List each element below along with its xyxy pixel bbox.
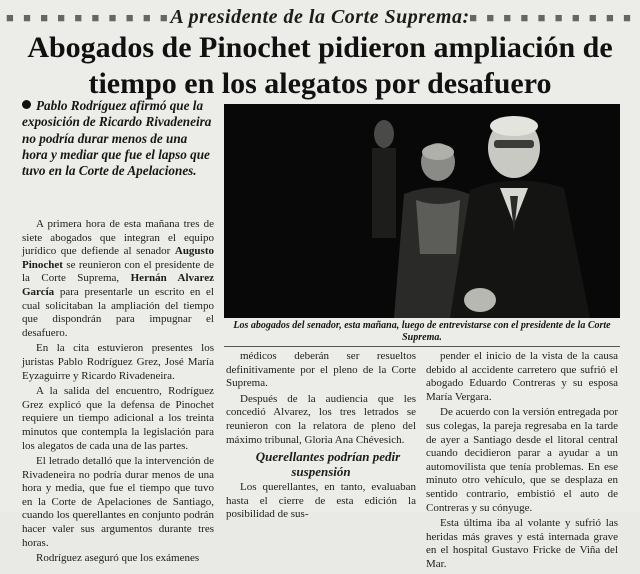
col1-paragraph-3: A la salida del encuentro, Rodríguez Grez explicó que la defensa de Pinochet requiere un tiempo adicional a los treinta minutos que contempla la legislación para los alegatos de cada una de las partes.: [22, 385, 214, 452]
col3-paragraph-1: pender el inicio de la vista de la causa debido al accidente carretero que sufrió el abogado Eduardo Contreras y su esposa María Vergara.: [426, 350, 618, 403]
photo-caption: Los abogados del senador, esta mañana, luego de entrevistarse con el presidente de la Corte Suprema.: [233, 320, 611, 343]
photo-illustration: [224, 104, 620, 318]
subheading: Querellantes podrían pedir suspensión: [255, 449, 401, 480]
col1-paragraph-1: A primera hora de esta mañana tres de siete abogados que integran el equipo jurídico que defiende al senador Augusto Pinochet se reunieron con el presidente de la Corte Suprema, Hernán Alvarez García para presentarle un escrito en el cual solicitaban la ampliación del tiempo que dispondrán para impugnar el desafuero.: [22, 218, 214, 339]
caption-divider: [224, 346, 620, 347]
bullet-icon: [22, 100, 31, 109]
article-column-3: [426, 350, 618, 574]
col2-paragraph-1: médicos deberán ser resueltos definitivamente por el pleno de la Corte Suprema.: [226, 350, 416, 390]
ornament-right: ■ ■ ■ ■ ■ ■ ■ ■ ■ ■: [469, 10, 634, 25]
article-column-2: [226, 350, 416, 524]
name-hernan-alvarez: Hernán Alvarez García: [22, 272, 214, 298]
headline: Abogados de Pinochet pidieron ampliación de tiempo en los alegatos por desafuero: [27, 31, 613, 100]
col1-paragraph-2: En la cita estuvieron presentes los juristas Pablo Rodríguez Grez, José María Eyzaguirre y Ricardo Rivadeneira.: [22, 342, 214, 382]
news-photo: [224, 104, 620, 318]
col3-paragraph-2: De acuerdo con la versión entregada por sus colegas, la pareja regresaba en la tarde de ayer a Santiago desde el litoral central cuando decidieron parar a ayudar a un automovilista que tenía problemas. En ese minuto otro vehículo, que se desplaza en sentido contrario, embistió el auto de Contreras y su cónyuge.: [426, 406, 618, 514]
ornament-left: ■ ■ ■ ■ ■ ■ ■ ■ ■ ■: [6, 10, 171, 25]
article-column-1: [22, 218, 214, 568]
lead-text: Pablo Rodríguez afirmó que la exposición de Ricardo Rivadeneira no podría durar menos de una hora y mediar que fue el lapso que tuvo en la Corte de Apelaciones.: [22, 98, 212, 179]
col1-paragraph-5: Rodríguez aseguró que los exámenes: [36, 552, 200, 565]
name-augusto-pinochet: Augusto Pinochet: [22, 245, 214, 271]
col1-paragraph-4: El letrado detalló que la intervención de Rivadeneira no podría durar menos de una hora y media, que fue el tiempo que tuvo en la Corte de Apelaciones de Santiago, cuando los querellantes en conjunto podrán hacer valer sus argumentos durante tres horas.: [22, 455, 214, 549]
lead-paragraph: [22, 98, 212, 179]
col2-paragraph-3: Los querellantes, en tanto, evaluaban hasta el cierre de esta edición la posibilidad de sus-: [226, 481, 416, 521]
col2-paragraph-2: Después de la audiencia que les concedió Alvarez, los tres letrados se reunieron con la relatora de pleno del máximo tribunal, Gloria Ana Chévesich.: [226, 392, 416, 446]
kicker: A presidente de la Corte Suprema:: [170, 6, 470, 28]
col3-paragraph-3: Esta última iba al volante y sufrió las heridas más graves y está internada grave en el hospital Gustavo Fricke de Viña del Mar.: [426, 517, 618, 570]
